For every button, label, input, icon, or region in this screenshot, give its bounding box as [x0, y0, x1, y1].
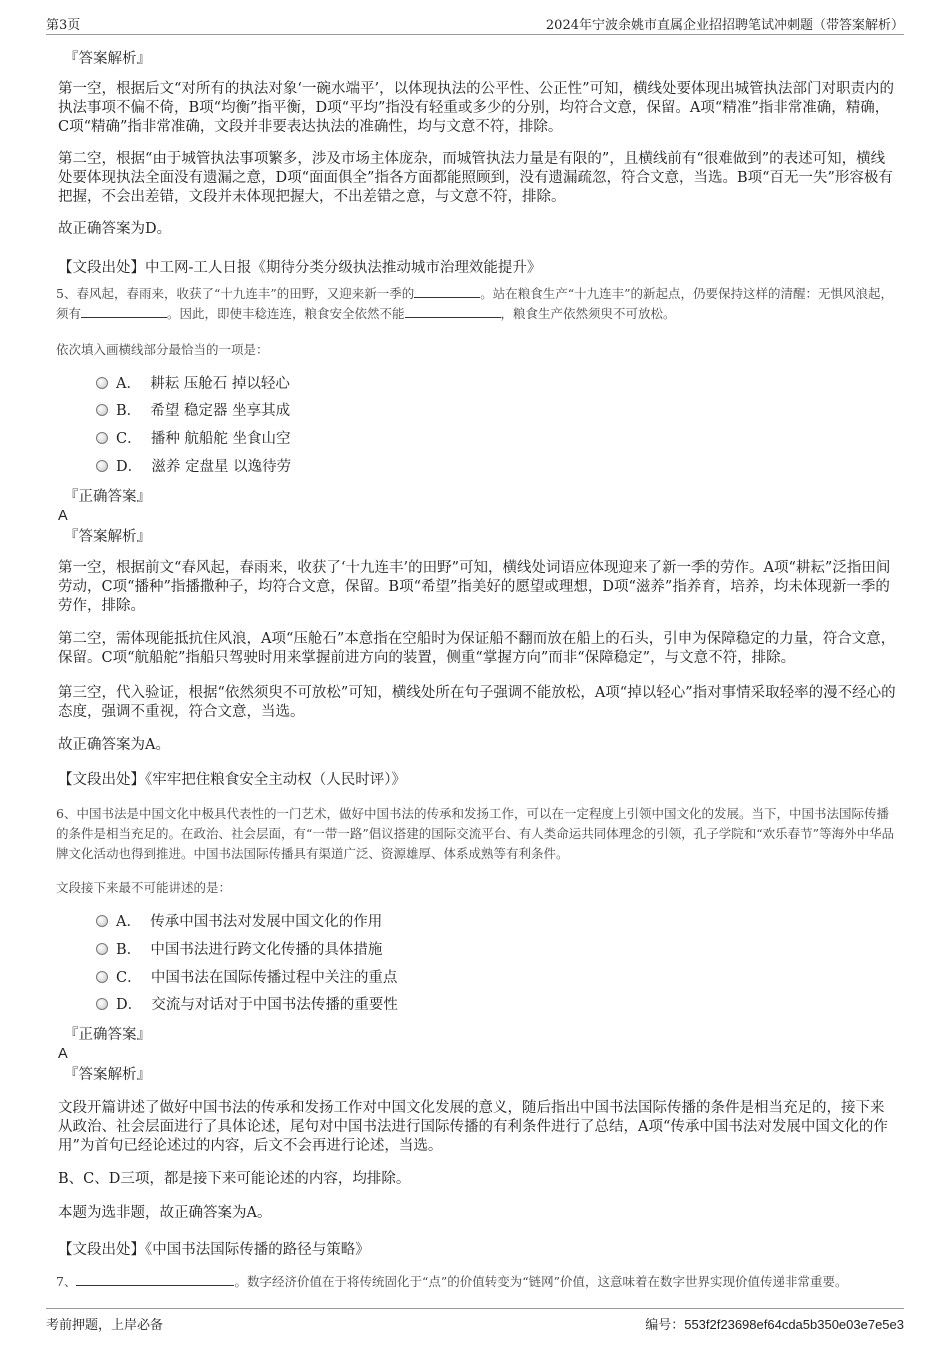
radio-icon[interactable]	[96, 404, 108, 416]
q6-answer: A	[58, 1046, 68, 1062]
q6-conclusion: 本题为选非题，故正确答案为A。	[58, 1205, 272, 1221]
q7-stem-text: 。数字经济价值在于将传统固化于“点”的价值转变为“链网”价值，这意味着在数字世界实现价值传递非常重要。	[234, 1274, 848, 1289]
q5-option-d[interactable]	[96, 457, 291, 477]
q7-number: 7、	[56, 1274, 77, 1289]
q5-option-c[interactable]	[96, 429, 291, 449]
q6-option-a[interactable]	[96, 912, 382, 932]
q6-stem: 6、中国书法是中国文化中极具代表性的一门艺术，做好中国书法的传承和发扬工作，可以在一定程度上引领中国文化的发展。当下，中国书法国际传播的条件是相当充足的。在政治、社会层面，有“一带一路”倡议搭建的国际交流平台、有人类命运共同体理念的引领，孔子学院和“欢乐春节”等海外中华品牌文化活动也得到推进。中国书法国际传播具有渠道广泛、资源雄厚、体系成熟等有利条件。	[56, 806, 895, 861]
q5-stem-part3: 。因此，即使丰稔连连，粮食安全依然不能	[167, 306, 405, 321]
q7-stem	[56, 1272, 898, 1292]
radio-icon[interactable]	[96, 971, 108, 983]
q5-stem	[56, 284, 898, 324]
q5-analysis-para1: 第一空，根据前文“春风起，春雨来，收获了‘十九连丰’的田野”可知，横线处词语应体现迎来了新一季的劳作。A项“耕耘”泛指田间劳动，C项“播种”指播撒种子，均符合文意，保留。B项“希望”指美好的愿望或理想，D项“滋养”指养育，培养，均未体现新一季的劳作，排除。	[58, 560, 891, 614]
page-footer	[46, 1308, 904, 1333]
q5-analysis-para3: 第三空，代入验证，根据“依然须臾不可放松”可知，横线处所在句子强调不能放松，A项“掉以轻心”指对事情采取轻率的漫不经心的态度，强调不重视，符合文意，当选。	[58, 685, 896, 720]
radio-icon[interactable]	[96, 915, 108, 927]
q6-analysis-para1: 文段开篇讲述了做好中国书法的传承和发扬工作对中国文化发展的意义，随后指出中国书法国际传播的条件是相当充足的，接下来从政治、社会层面进行了具体论述，尾句对中国书法进行国际传播的有利条件进行了总结，A项“传承中国书法对发展中国文化的作用”为首句已经论述过的内容，后文不会再进行论述，当选。	[58, 1100, 888, 1154]
option-text: 交流与对话对于中国书法传播的重要性	[151, 997, 398, 1013]
option-letter: B．	[116, 403, 142, 419]
q4-analysis-para2: 第二空，根据“由于城管执法事项繁多，涉及市场主体庞杂，而城管执法力量是有限的”，且横线前有“很难做到”的表述可知，横线处要体现执法全面没有遗漏之意，D项“面面俱全”指各方面都能照顾到，没有遗漏疏忽，符合文意，当选。B项“百无一失”形容极有把握，不会出差错，文段并未体现把握大，不出差错之意，与文意不符，排除。	[58, 151, 893, 205]
option-text: 希望 稳定器 坐享其成	[150, 403, 291, 419]
q7-blank	[76, 1272, 234, 1286]
q4-analysis-para1: 第一空，根据后文“对所有的执法对象‘一碗水端平’，以体现执法的公平性、公正性”可知，横线处要体现出城管执法部门对职责内的执法事项不偏不倚，B项“均衡”指平衡，D项“平均”指没有轻重或多少的分别，均符合文意，保留。A项“精准”指非常准确，精确，C项“精确”指非常准确，文段并非要表达执法的准确性，均与文意不符，排除。	[58, 81, 895, 135]
q5-option-a[interactable]	[96, 374, 290, 394]
radio-icon[interactable]	[96, 998, 108, 1010]
radio-icon[interactable]	[96, 943, 108, 955]
option-letter: D．	[116, 997, 143, 1013]
q6-analysis-label: 『答案解析』	[64, 1067, 151, 1083]
q6-option-b[interactable]	[96, 940, 382, 960]
option-letter: B．	[116, 942, 142, 958]
q4-source: 【文段出处】中工网-工人日报《期待分类分级执法推动城市治理效能提升》	[58, 260, 542, 276]
q5-analysis-label: 『答案解析』	[64, 529, 151, 545]
q6-option-d[interactable]	[96, 995, 398, 1015]
option-text: 中国书法在国际传播过程中关注的重点	[150, 970, 398, 986]
page-number: 第3页	[46, 18, 81, 33]
option-letter: A．	[116, 376, 141, 392]
q5-blank-2	[81, 304, 167, 318]
option-letter: C．	[116, 970, 142, 986]
option-letter: C．	[116, 431, 142, 447]
option-letter: A．	[116, 914, 141, 930]
radio-icon[interactable]	[96, 460, 108, 472]
q5-conclusion: 故正确答案为A。	[58, 737, 170, 753]
footer-code-value: 553f2f23698ef64cda5b350e03e7e5e3	[684, 1317, 904, 1332]
radio-icon[interactable]	[96, 432, 108, 444]
option-text: 滋养 定盘星 以逸待劳	[151, 459, 292, 475]
option-text: 耕耘 压舱石 掉以轻心	[150, 376, 290, 392]
q5-stem-part1: 5、春风起，春雨来，收获了“十九连丰”的田野，又迎来新一季的	[56, 286, 415, 301]
q5-source: 【文段出处】《牢牢把住粮食安全主动权（人民时评）》	[58, 772, 406, 788]
option-text: 播种 航船舵 坐食山空	[150, 431, 291, 447]
option-letter: D．	[116, 459, 143, 475]
q4-analysis-label: 『答案解析』	[64, 51, 151, 67]
footer-slogan: 考前押题，上岸必备	[46, 1318, 164, 1333]
document-title: 2024年宁波余姚市直属企业招招聘笔试冲刺题（带答案解析）	[545, 18, 904, 33]
page-header	[46, 14, 904, 35]
radio-icon[interactable]	[96, 377, 108, 389]
q6-correct-label: 『正确答案』	[64, 1027, 151, 1043]
q5-blank-3	[405, 304, 501, 318]
q6-analysis-para2: B、C、D三项，都是接下来可能论述的内容，均排除。	[58, 1171, 411, 1187]
footer-code-label: 编号：	[645, 1318, 685, 1333]
option-text: 传承中国书法对发展中国文化的作用	[150, 914, 383, 930]
q5-blank-1	[414, 284, 480, 298]
q5-correct-label: 『正确答案』	[64, 489, 151, 505]
q5-stem-part4: ，粮食生产依然须臾不可放松。	[500, 306, 676, 321]
q6-prompt: 文段接下来最不可能讲述的是：	[56, 880, 232, 895]
q5-option-b[interactable]	[96, 401, 290, 421]
q5-analysis-para2: 第二空，需体现能抵抗住风浪，A项“压舱石”本意指在空船时为保证船不翻而放在船上的石头，引申为保障稳定的力量，符合文意，保留。C项“航船舵”指船只驾驶时用来掌握前进方向的装置，侧重“掌握方向”而非“保障稳定”，与文意不符，排除。	[58, 631, 896, 666]
footer-code	[645, 1314, 904, 1333]
q4-conclusion: 故正确答案为D。	[58, 221, 172, 237]
q5-answer: A	[58, 508, 68, 524]
q5-prompt: 依次填入画横线部分最恰当的一项是：	[56, 342, 269, 357]
q6-source: 【文段出处】《中国书法国际传播的路径与策略》	[58, 1242, 370, 1258]
option-text: 中国书法进行跨文化传播的具体措施	[150, 942, 383, 958]
q5-stem-part2: 。站在粮食生产“十九连丰”的新起点，仍要保持这样的清醒：无惧风浪起，须有	[56, 286, 894, 321]
q6-option-c[interactable]	[96, 968, 397, 988]
